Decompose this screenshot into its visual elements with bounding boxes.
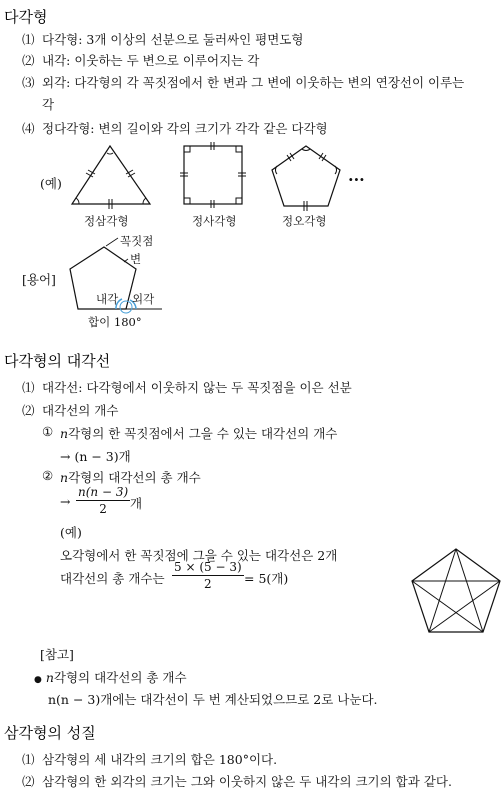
note-explanation: n(n − 3)개에는 대각선이 두 번 계산되었으므로 2로 나눈다. [48,692,378,707]
sub2-arrow: → [60,494,71,509]
item-num: ⑴ [22,32,35,47]
term-vertex: 꼭짓점 [120,234,154,248]
example-result: = 5(개) [244,571,289,586]
pentagon-diagonals-figure [408,545,502,640]
item-num: ⑷ [22,121,35,136]
item-num: ⑴ [22,752,35,767]
triangle-property-1: 삼각형의 세 내각의 크기의 합은 180°이다. [42,752,278,767]
item-num: ⑵ [22,403,35,418]
item-num: ⑶ [22,75,35,90]
definition-diagonal: 대각선: 다각형에서 이웃하지 않는 두 꼭짓점을 이은 선분 [42,380,352,395]
definition-regular-polygon: 정다각형: 변의 길이와 각의 크기가 각각 같은 다각형 [42,121,328,136]
fraction-total-diagonals [76,485,130,516]
diagonal-count-heading: 대각선의 개수 [42,403,119,418]
sub1-result: → (n − 3)개 [60,449,131,464]
sub2-unit: 개 [130,496,143,511]
fraction-bar [172,575,244,576]
fraction-example [172,560,244,591]
bullet: ● [34,675,42,685]
pentagon-figure [268,140,348,210]
equilateral-triangle-figure [66,140,156,210]
square-figure [178,140,248,210]
triangle-property-2: 삼각형의 한 외각의 크기는 그와 이웃하지 않은 두 내각의 크기의 합과 같다. [42,774,452,789]
section-title-diagonal: 다각형의 대각선 [4,352,111,370]
example-label: (예) [40,176,62,191]
fraction-denominator: 2 [204,577,212,591]
example-line2-prefix: 대각선의 총 개수는 [60,571,165,586]
item-num: ⑵ [22,774,35,789]
term-sum: 합이 180° [88,315,142,329]
item-num: ⑴ [22,380,35,395]
section-title-polygon: 다각형 [4,8,48,26]
definition-interior-angle: 내각: 이웃하는 두 변으로 이루어지는 각 [42,53,260,68]
sub-num: ① [42,424,54,439]
example-label: (예) [60,525,82,540]
term-interior-angle: 내각 [96,292,119,306]
fraction-numerator: n(n − 3) [78,485,129,499]
label-equilateral-triangle: 정삼각형 [84,214,129,228]
sub-num: ② [42,468,54,483]
sub2-body: 각형의 대각선의 총 개수 [68,470,201,485]
term-side: 변 [130,252,142,266]
term-exterior-angle: 외각 [132,292,155,306]
term-label: [용어] [22,272,56,287]
fraction-bar [76,500,130,501]
definition-exterior-angle: 외각: 다각형의 각 꼭짓점에서 한 변과 그 변에 이웃하는 변의 연장선이 이루는 [42,75,465,90]
variable-n: n [45,670,54,685]
note-text: 각형의 대각선의 총 개수 [53,670,187,685]
ellipsis: ··· [348,170,365,189]
label-pentagon: 정오각형 [282,214,327,228]
note-line [34,668,187,686]
section-title-triangle: 삼각형의 성질 [4,724,96,742]
label-square: 정사각형 [192,214,237,228]
sub2-text [60,468,201,486]
item-num: ⑵ [22,53,35,68]
variable-n: n [60,426,69,441]
sub1-body: 각형의 한 꼭짓점에서 그을 수 있는 대각선의 개수 [68,426,338,441]
definition-polygon: 다각형: 3개 이상의 선분으로 둘러싸인 평면도형 [42,32,304,47]
definition-exterior-angle-cont: 각 [42,97,55,112]
fraction-numerator: 5 × (5 − 3) [174,560,242,574]
fraction-denominator: 2 [99,502,107,516]
variable-n: n [60,470,69,485]
example-line1: 오각형에서 한 꼭짓점에 그을 수 있는 대각선은 2개 [60,548,338,563]
note-label: [참고] [40,647,74,662]
sub1-text [60,424,337,442]
